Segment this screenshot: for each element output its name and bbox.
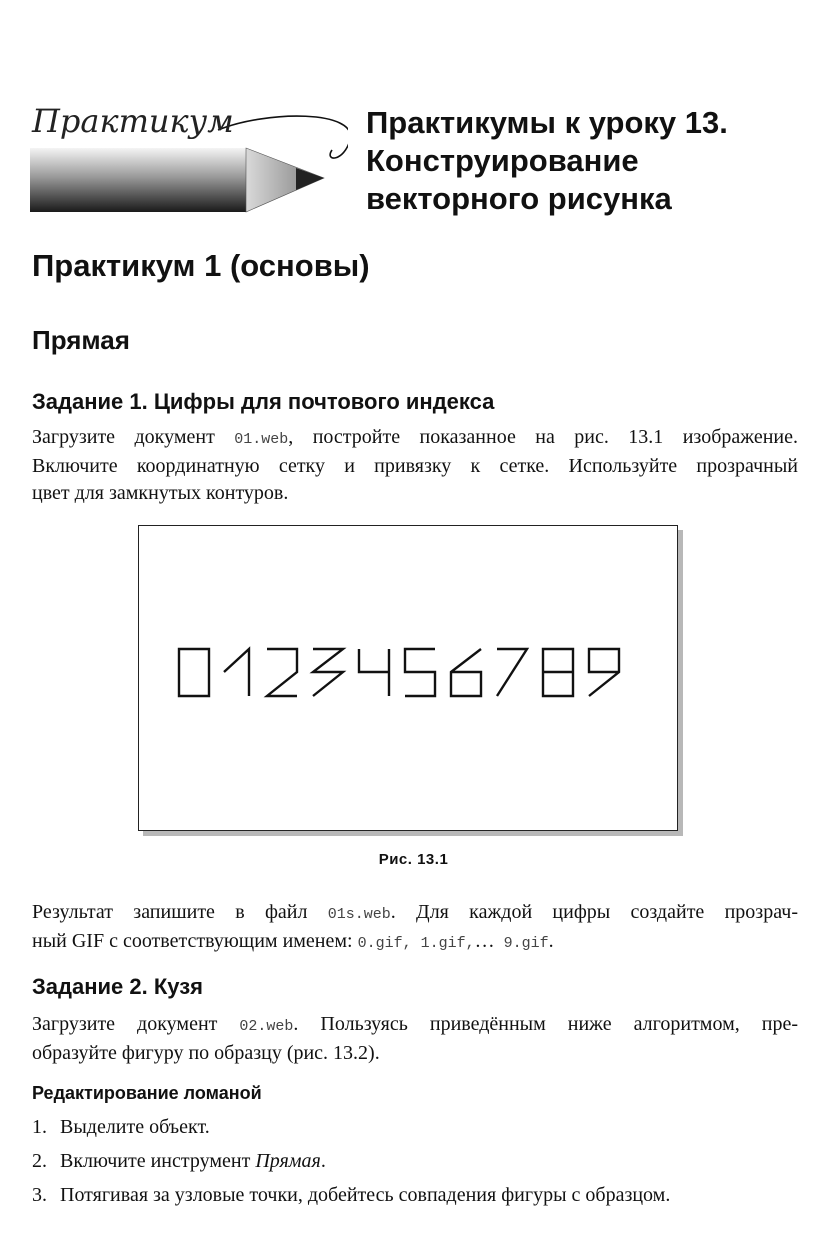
list-item: 2. Включите инструмент Прямая. [32, 1150, 326, 1172]
figure-caption: Рис. 13.1 [378, 851, 449, 868]
postal-digits-figure [139, 526, 677, 830]
text-line: Загрузите документ 02.web. Пользуясь приведённым ниже алгоритмом, пре- [32, 1013, 798, 1035]
task1-heading: Задание 1. Цифры для почтового индекса [32, 389, 495, 414]
tool-name: Прямая [255, 1150, 321, 1172]
task2-paragraph [32, 1011, 798, 1067]
chapter-title-line: Практикумы к уроку 13. [366, 105, 728, 140]
banner-script-word: Практикум [32, 102, 234, 140]
text-line: Результат запишите в файл 01s.web. Для каждой цифры создайте прозрач- [32, 901, 798, 923]
section-heading: Прямая [32, 325, 130, 355]
list-item: 3. Потягивая за узловые точки, добейтесь совпадения фигуры с образцом. [32, 1184, 671, 1206]
list-item: 1. Выделите объект. [32, 1116, 210, 1138]
task1-paragraph [32, 424, 798, 507]
filename-code: 0.gif, 1.gif, [357, 935, 475, 952]
filename-code: 9.gif [494, 935, 549, 952]
chapter-title [366, 104, 806, 218]
steps-list [32, 1114, 798, 1224]
digit-7 [497, 649, 527, 696]
digit-1 [224, 649, 249, 696]
filename-code: 01.web [234, 431, 289, 448]
text-line: ный GIF с соответствующим именем: 0.gif, 1.gif,… 9.gif. [32, 930, 554, 952]
text-line: Включите координатную сетку и привязку к сетке. Используйте прозрачный [32, 455, 798, 477]
chapter-title-line: Конструирование [366, 143, 639, 178]
digit-0 [179, 649, 209, 696]
digit-9 [589, 649, 619, 696]
subheading: Редактирование ломаной [32, 1083, 262, 1103]
filename-code: 01s.web [327, 906, 391, 923]
figure-13-1 [138, 525, 678, 831]
text-line: образуйте фигуру по образцу (рис. 13.2). [32, 1042, 380, 1064]
digit-8 [543, 649, 573, 696]
text-line: Загрузите документ 01.web, постройте показанное на рис. 13.1 изображение. [32, 426, 798, 448]
chapter-title-line: векторного рисунка [366, 181, 672, 216]
digit-2 [267, 649, 297, 696]
digit-4 [359, 649, 389, 696]
text-line: цвет для замкнутых контуров. [32, 482, 289, 504]
practicum-banner [28, 100, 348, 230]
task1-result-paragraph [32, 899, 798, 957]
practicum-heading: Практикум 1 (основы) [32, 248, 370, 283]
digit-5 [405, 649, 435, 696]
task2-heading: Задание 2. Кузя [32, 974, 203, 999]
digit-6 [451, 649, 481, 696]
filename-code: 02.web [239, 1018, 294, 1035]
digit-3 [313, 649, 343, 696]
